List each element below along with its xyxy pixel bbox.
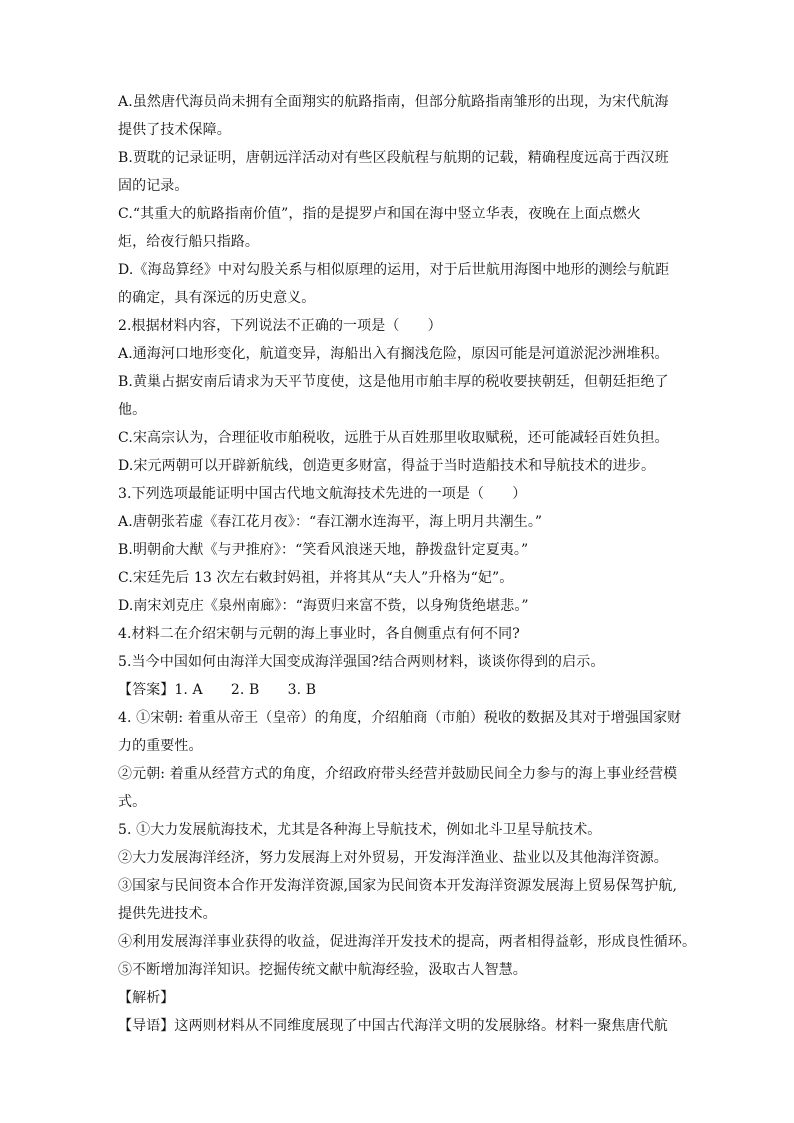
answer-4-song-line-1: 4. ①宋朝: 着重从帝王（皇帝）的角度，介绍舶商（市舶）税收的数据及其对于增强国家财 (118, 710, 682, 726)
option-a-line-1: A.虽然唐代海员尚未拥有全面翔实的航路指南，但部分航路指南雏形的出现，为宋代航海 (118, 94, 669, 110)
question-5: 5.当今中国如何由海洋大国变成海洋强国?结合两则材料，谈谈你得到的启示。 (118, 654, 605, 670)
question-3: 3.下列选项最能证明中国古代地文航海技术先进的一项是（ ） (118, 486, 527, 502)
answer-4-yuan-line-1: ②元朝: 着重从经营方式的角度，介绍政府带头经营并鼓励民间全力参与的海上事业经营模 (118, 766, 678, 782)
answer-5-point-3-line-2: 提供先进技术。 (118, 906, 217, 922)
option-a-line-2: 提供了技术保障。 (118, 122, 231, 138)
q2-option-d: D.宋元两朝可以开辟新航线，创造更多财富，得益于当时造船技术和导航技术的进步。 (118, 458, 656, 474)
answer-4-song-line-2: 力的重要性。 (118, 738, 203, 754)
q2-option-c: C.宋高宗认为，合理征收市舶税收，远胜于从百姓那里收取赋税，还可能减轻百姓负担。 (118, 430, 669, 446)
question-4: 4.材料二在介绍宋朝与元朝的海上事业时，各自侧重点有何不同? (118, 626, 520, 642)
option-d-line-1: D.《海岛算经》中对勾股关系与相似原理的运用，对于后世航用海图中地形的测绘与航距 (118, 262, 670, 278)
option-b-line-2: 固的记录。 (118, 178, 189, 194)
q2-option-b-line-1: B.黄巢占据安南后请求为天平节度使，这是他用市舶丰厚的税收要挟朝廷，但朝廷拒绝了 (118, 374, 669, 390)
answer-5-point-4: ④利用发展海洋事业获得的收益，促进海洋开发技术的提高，两者相得益彰，形成良性循环。 (118, 934, 697, 950)
analysis-heading: 【解析】 (118, 990, 175, 1006)
option-c-line-1: C.“其重大的航路指南价值”，指的是提罗卢和国在海中竖立华表，夜晚在上面点燃火 (118, 206, 641, 222)
answer-heading: 【答案】1. A 2. B 3. B (118, 682, 317, 698)
document-page (118, 88, 697, 1040)
answer-5-point-3-line-1: ③国家与民间资本合作开发海洋资源,国家为民间资本开发海洋资源发展海上贸易保驾护航, (118, 878, 677, 894)
q3-option-a: A.唐朝张若虚《春江花月夜》：“春江潮水连海平，海上明月共潮生。” (118, 514, 543, 530)
intro-line: 【导语】这两则材料从不同维度展现了中国古代海洋文明的发展脉络。材料一聚焦唐代航 (118, 1018, 668, 1034)
option-b-line-1: B.贾耽的记录证明，唐朝远洋活动对有些区段航程与航期的记载，精确程度远高于西汉班 (118, 150, 669, 166)
option-c-line-2: 炬，给夜行船只指路。 (118, 234, 259, 250)
q2-option-a: A.通海河口地形变化，航道变异，海船出入有搁浅危险，原因可能是河道淤泥沙洲堆积。 (118, 346, 669, 362)
option-d-line-2: 的确定，具有深远的历史意义。 (118, 290, 316, 306)
answer-4-yuan-line-2: 式。 (118, 794, 147, 810)
q3-option-b: B.明朝俞大猷《与尹推府》：“笑看风浪迷天地，静拨盘针定夏夷。” (118, 542, 529, 558)
q3-option-c: C.宋廷先后 13 次左右敕封妈祖，并将其从“夫人”升格为“妃”。 (118, 570, 514, 586)
answer-5-point-2: ②大力发展海洋经济，努力发展海上对外贸易，开发海洋渔业、盐业以及其他海洋资源。 (118, 850, 668, 866)
answer-5-point-1: 5. ①大力发展航海技术，尤其是各种海上导航技术，例如北斗卫星导航技术。 (118, 822, 602, 838)
answer-5-point-5: ⑤不断增加海洋知识。挖掘传统文献中航海经验，汲取古人智慧。 (118, 962, 527, 978)
q3-option-d: D.南宋刘克庄《泉州南廊》：“海贾归来富不赀，以身殉货绝堪悲。” (118, 598, 529, 614)
question-2: 2.根据材料内容，下列说法不正确的一项是（ ） (118, 318, 442, 334)
q2-option-b-line-2: 他。 (118, 402, 147, 418)
